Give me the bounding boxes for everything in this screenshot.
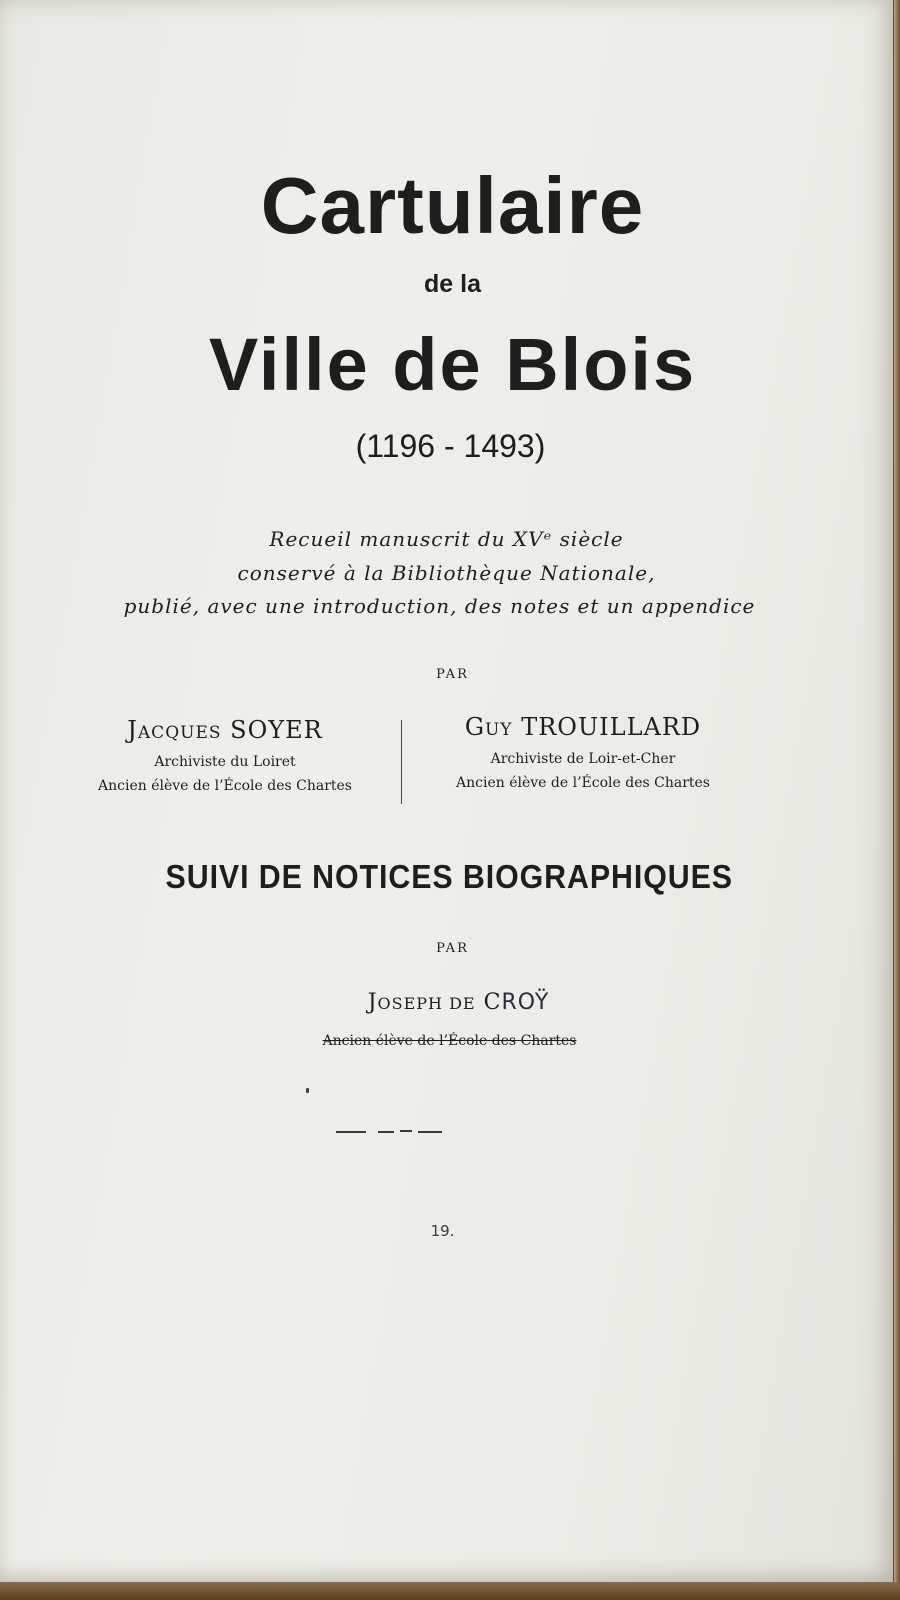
title-years: (1196 - 1493) bbox=[355, 428, 546, 464]
ornament-rule bbox=[418, 1131, 442, 1133]
handwritten-correction: ROŸ bbox=[501, 990, 550, 1015]
ink-speck bbox=[306, 1088, 309, 1093]
ornament-rule bbox=[336, 1131, 366, 1133]
page-edge bbox=[894, 0, 900, 1600]
ornament-rule bbox=[400, 1130, 412, 1132]
title-ville-de-blois: Ville de Blois bbox=[208, 323, 697, 406]
subtitle-line-3: publié, avec une introduction, des notes et un appendice bbox=[123, 594, 756, 618]
par-label-2: PAR bbox=[436, 941, 469, 956]
author-name: GUY TROUILLARD bbox=[464, 713, 702, 741]
subtitle-line-2: conservé à la Bibliothèque Nationale, bbox=[237, 561, 656, 585]
table-surface bbox=[0, 1582, 900, 1600]
author-school: Ancien élève de l’École des Chartes bbox=[98, 778, 352, 794]
author-soyer bbox=[60, 716, 390, 794]
ornament-rule bbox=[378, 1131, 394, 1133]
author-divider bbox=[401, 720, 402, 804]
author-role: Archiviste du Loiret bbox=[154, 754, 296, 770]
author-trouillard bbox=[418, 713, 748, 791]
author-croy-school: Ancien élève de l’École des Chartes bbox=[322, 1033, 577, 1049]
subtitle-line-1: Recueil manuscrit du XVᵉ siècle bbox=[269, 527, 624, 551]
suivi-heading: SUIVI DE NOTICES BIOGRAPHIQUES bbox=[165, 858, 733, 895]
handwritten-mark: 19. bbox=[430, 1222, 455, 1240]
title-cartulaire: Cartulaire bbox=[260, 161, 645, 250]
title-de-la: de la bbox=[424, 270, 481, 298]
par-label: PAR bbox=[436, 667, 469, 682]
author-role: Archiviste de Loir-et-Cher bbox=[490, 751, 676, 767]
author-name: JACQUES SOYER bbox=[127, 716, 323, 744]
author-croy: JOSEPH DE CROŸ bbox=[367, 990, 550, 1015]
author-school: Ancien élève de l’École des Chartes bbox=[456, 775, 710, 791]
